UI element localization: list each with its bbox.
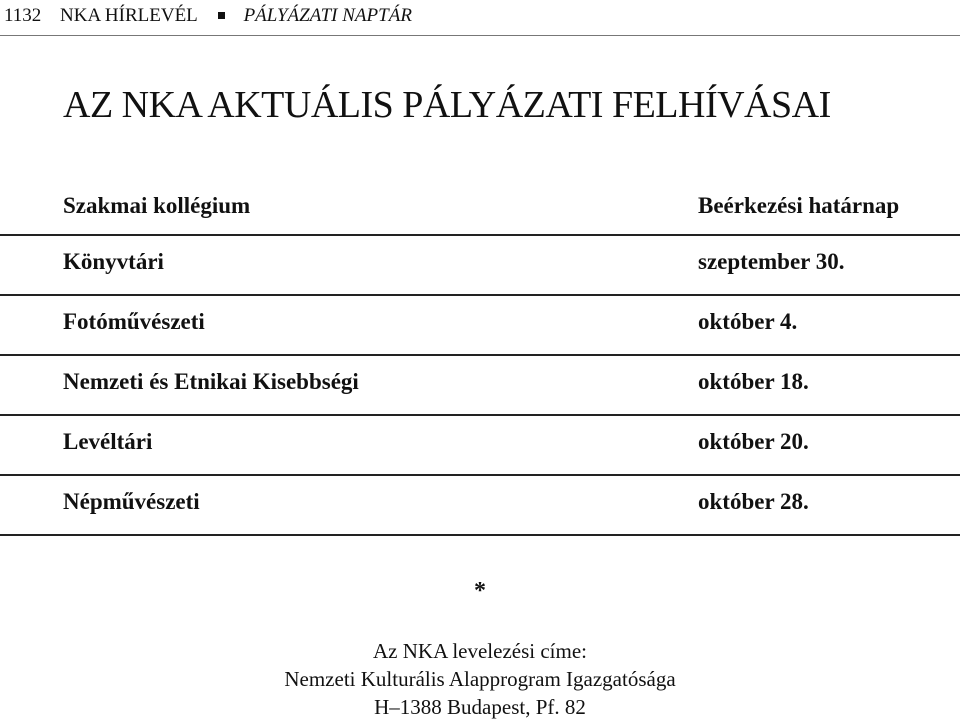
address-postal: H–1388 Budapest, Pf. 82 <box>374 695 586 719</box>
column-header-deadline: Beérkezési határnap <box>698 193 900 218</box>
college-name: Nemzeti és Etnikai Kisebbségi <box>63 369 359 394</box>
deadline-date: október 28. <box>698 489 809 514</box>
running-header <box>4 5 412 27</box>
address-organization: Nemzeti Kulturális Alapprogram Igazgatósága <box>284 667 676 691</box>
table-row <box>0 476 960 536</box>
deadline-table <box>0 182 960 536</box>
table-row <box>0 416 960 476</box>
header-divider <box>0 35 960 36</box>
page-title: AZ NKA AKTUÁLIS PÁLYÁZATI FELHÍVÁSAI <box>63 84 831 126</box>
square-bullet-icon <box>218 12 225 19</box>
table-row <box>0 236 960 296</box>
page-number: 1132 <box>4 5 42 26</box>
asterisk-separator: * <box>474 578 486 604</box>
publication-name: NKA HÍRLEVÉL <box>60 5 198 26</box>
college-name: Fotóművészeti <box>63 309 205 334</box>
college-name: Népművészeti <box>63 489 200 514</box>
table-row <box>0 356 960 416</box>
deadline-date: október 18. <box>698 369 809 394</box>
college-name: Könyvtári <box>63 249 164 274</box>
deadline-date: szeptember 30. <box>698 249 845 274</box>
college-name: Levéltári <box>63 429 153 454</box>
deadline-date: október 4. <box>698 309 798 334</box>
table-header-row <box>0 182 960 236</box>
deadline-date: október 20. <box>698 429 809 454</box>
section-name: PÁLYÁZATI NAPTÁR <box>243 5 412 26</box>
mailing-address <box>0 637 960 721</box>
table-row <box>0 296 960 356</box>
address-label: Az NKA levelezési címe: <box>373 639 587 663</box>
column-header-college: Szakmai kollégium <box>63 193 251 218</box>
